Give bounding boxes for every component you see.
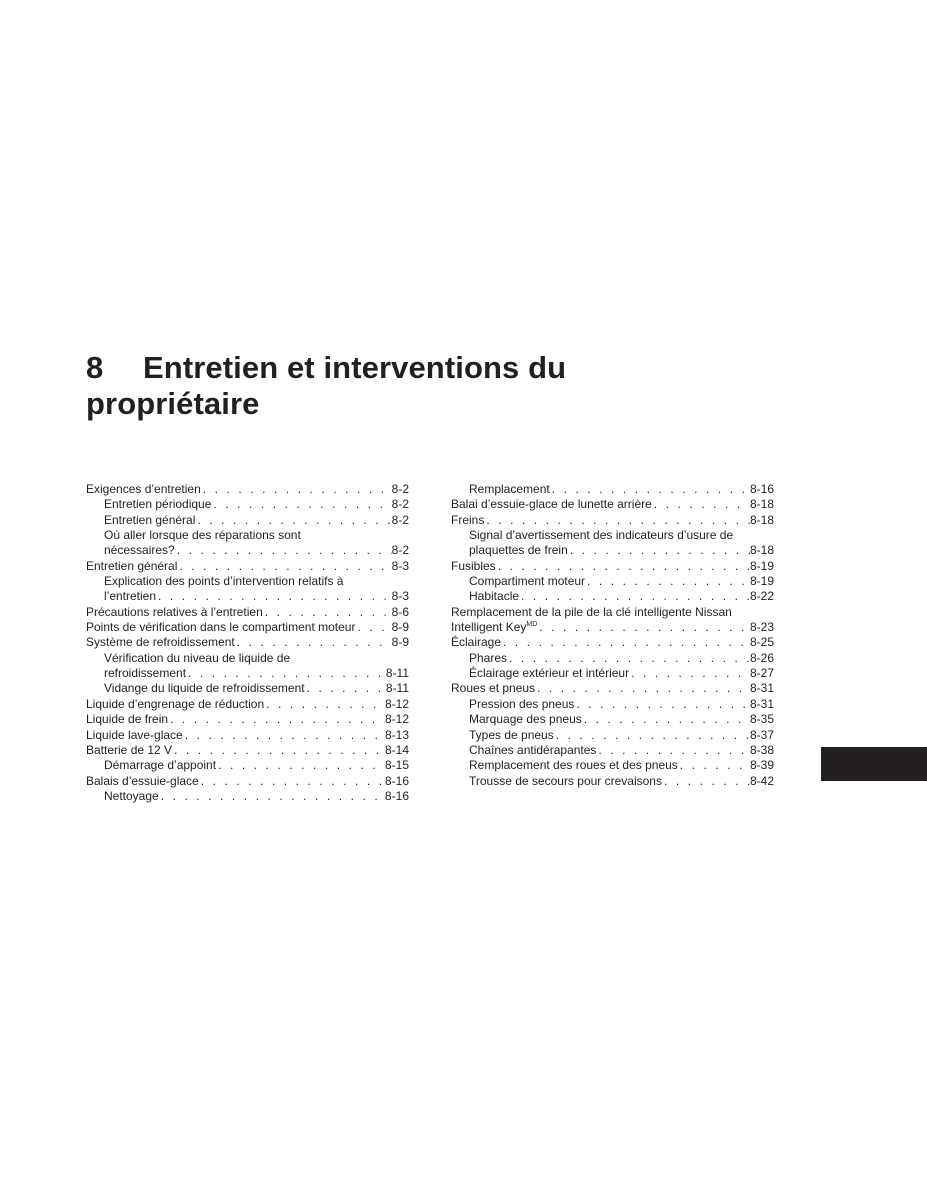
toc-entry[interactable]: Intelligent Key$^{MD}$ . . . 8-23 <box>451 620 774 635</box>
chapter-number: 8 <box>86 350 104 385</box>
chapter-title-line1: Entretien et interventions du <box>143 350 567 385</box>
toc-page-number: 8-2 <box>391 543 409 558</box>
toc-entry-line[interactable]: Explication des points d’intervention relatifs à <box>104 574 344 589</box>
toc-page-number: 8-16 <box>749 482 774 496</box>
toc-entry[interactable]: Liquide d’engrenage de réduction . . . 8-12 <box>86 697 409 712</box>
toc-page-number: 8-26 <box>749 650 774 665</box>
toc-page-number: 8-16 <box>384 788 409 803</box>
toc-entry[interactable]: Liquide lave-glace . . . 8-13 <box>86 728 409 743</box>
toc-page-number: 8-3 <box>391 558 409 573</box>
toc-entry[interactable]: Système de refroidissement . . . 8-9 <box>86 635 409 650</box>
toc-entry[interactable]: Types de pneus . . . 8-37 <box>451 728 774 743</box>
toc-page-number: 8-35 <box>749 712 774 727</box>
toc-entry[interactable]: Points de vérification dans le compartiment moteur . . . 8-9 <box>86 620 409 635</box>
toc-entry[interactable]: Compartiment moteur . . . 8-19 <box>451 574 774 589</box>
toc-page-number: 8-23 <box>749 620 774 635</box>
toc-page-number: 8-12 <box>384 712 409 727</box>
toc-entry[interactable]: Exigences d’entretien . . . 8-2 <box>86 482 409 497</box>
toc-entry[interactable]: Entretien général . . . 8-2 <box>86 513 409 528</box>
toc-page-number: 8-11 <box>385 666 409 681</box>
toc-entry-line[interactable]: Remplacement de la pile de la clé intelligente Nissan <box>451 604 732 619</box>
toc-page-number: 8-14 <box>384 742 409 757</box>
toc-entry[interactable]: Phares . . . 8-26 <box>451 651 774 666</box>
toc-entry[interactable]: Précautions relatives à l’entretien . . . 8-6 <box>86 605 409 620</box>
toc-entry[interactable]: Démarrage d’appoint . . . 8-15 <box>86 758 409 773</box>
toc-entry[interactable]: Marquage des pneus . . . 8-35 <box>451 712 774 727</box>
toc-page-number: 8-42 <box>749 773 774 788</box>
toc-entry[interactable]: plaquettes de frein . . . 8-18 <box>451 543 774 558</box>
toc-page-number: 8-22 <box>749 589 774 604</box>
toc-entry-line[interactable]: Signal d’avertissement des indicateurs d’usure de <box>469 528 734 543</box>
toc-entry[interactable]: Trousse de secours pour crevaisons . . . 8-42 <box>451 774 774 789</box>
toc-entry[interactable]: Habitacle . . . 8-22 <box>451 589 774 604</box>
toc-page-number: 8-27 <box>749 666 774 681</box>
toc-page-number: 8-19 <box>749 558 774 573</box>
toc-page-number: 8-11 <box>385 681 409 696</box>
toc-right-column <box>451 482 774 789</box>
toc-page-number: 8-39 <box>749 758 774 773</box>
toc-page-number: 8-31 <box>749 696 774 711</box>
toc-entry[interactable]: Liquide de frein . . . 8-12 <box>86 712 409 727</box>
toc-page-number: 8-15 <box>384 758 409 773</box>
toc-entry[interactable]: Éclairage . . . 8-25 <box>451 635 774 650</box>
toc-page-number: 8-18 <box>749 543 774 558</box>
toc-entry[interactable]: Remplacement . . . 8-16 <box>451 482 774 497</box>
toc-page-number: 8-2 <box>391 482 409 496</box>
toc-entry[interactable]: l’entretien . . . 8-3 <box>86 589 409 604</box>
toc-entry[interactable]: Vidange du liquide de refroidissement . . . 8-11 <box>86 681 409 696</box>
toc-page-number: 8-37 <box>749 727 774 742</box>
toc-page-number: 8-18 <box>749 512 774 527</box>
toc-entry[interactable]: Pression des pneus . . . 8-31 <box>451 697 774 712</box>
toc-entry[interactable]: Batterie de 12 V . . . 8-14 <box>86 743 409 758</box>
chapter-thumb-tab <box>821 747 927 781</box>
toc-page-number: 8-16 <box>384 773 409 788</box>
toc-entry[interactable]: Chaînes antidérapantes . . . 8-38 <box>451 743 774 758</box>
toc-left-column <box>86 482 409 804</box>
trademark-superscript: MD <box>526 621 538 629</box>
toc-page-number: 8-3 <box>391 589 409 604</box>
toc-page-number: 8-2 <box>391 497 409 512</box>
toc-entry[interactable]: Remplacement des roues et des pneus . . . 8-39 <box>451 758 774 773</box>
chapter-title-line2: propriétaire <box>86 386 260 421</box>
toc-page-number: 8-31 <box>749 681 774 696</box>
toc-page-number: 8-13 <box>384 727 409 742</box>
toc-page-number: 8-18 <box>749 497 774 512</box>
toc-page-number: 8-9 <box>391 620 409 635</box>
toc-entry[interactable]: Nettoyage . . . 8-16 <box>86 789 409 804</box>
toc-entry[interactable]: Fusibles . . . 8-19 <box>451 559 774 574</box>
toc-entry[interactable]: Freins . . . 8-18 <box>451 513 774 528</box>
toc-entry[interactable]: Roues et pneus . . . 8-31 <box>451 681 774 696</box>
toc-entry[interactable]: Balai d’essuie-glace de lunette arrière . . . 8-18 <box>451 497 774 512</box>
toc-page-number: 8-38 <box>749 742 774 757</box>
toc-entry[interactable]: nécessaires? . . . 8-2 <box>86 543 409 558</box>
toc-page-number: 8-9 <box>391 635 409 650</box>
chapter-title <box>86 350 786 422</box>
toc-entry-line[interactable]: Où aller lorsque des réparations sont <box>104 528 301 543</box>
toc-entry[interactable]: Balais d’essuie-glace . . . 8-16 <box>86 774 409 789</box>
toc-entry[interactable]: Éclairage extérieur et intérieur . . . 8-27 <box>451 666 774 681</box>
toc-page-number: 8-25 <box>749 635 774 650</box>
toc-page-number: 8-6 <box>391 604 409 619</box>
toc-page-number: 8-12 <box>384 696 409 711</box>
toc-page-number: 8-19 <box>749 574 774 589</box>
toc-entry[interactable]: refroidissement . . . 8-11 <box>86 666 409 681</box>
toc-entry[interactable]: Entretien général . . . 8-3 <box>86 559 409 574</box>
toc-entry-line[interactable]: Vérification du niveau de liquide de <box>104 650 291 665</box>
toc-entry[interactable]: Entretien périodique . . . 8-2 <box>86 497 409 512</box>
toc-page-number: 8-2 <box>391 512 409 527</box>
